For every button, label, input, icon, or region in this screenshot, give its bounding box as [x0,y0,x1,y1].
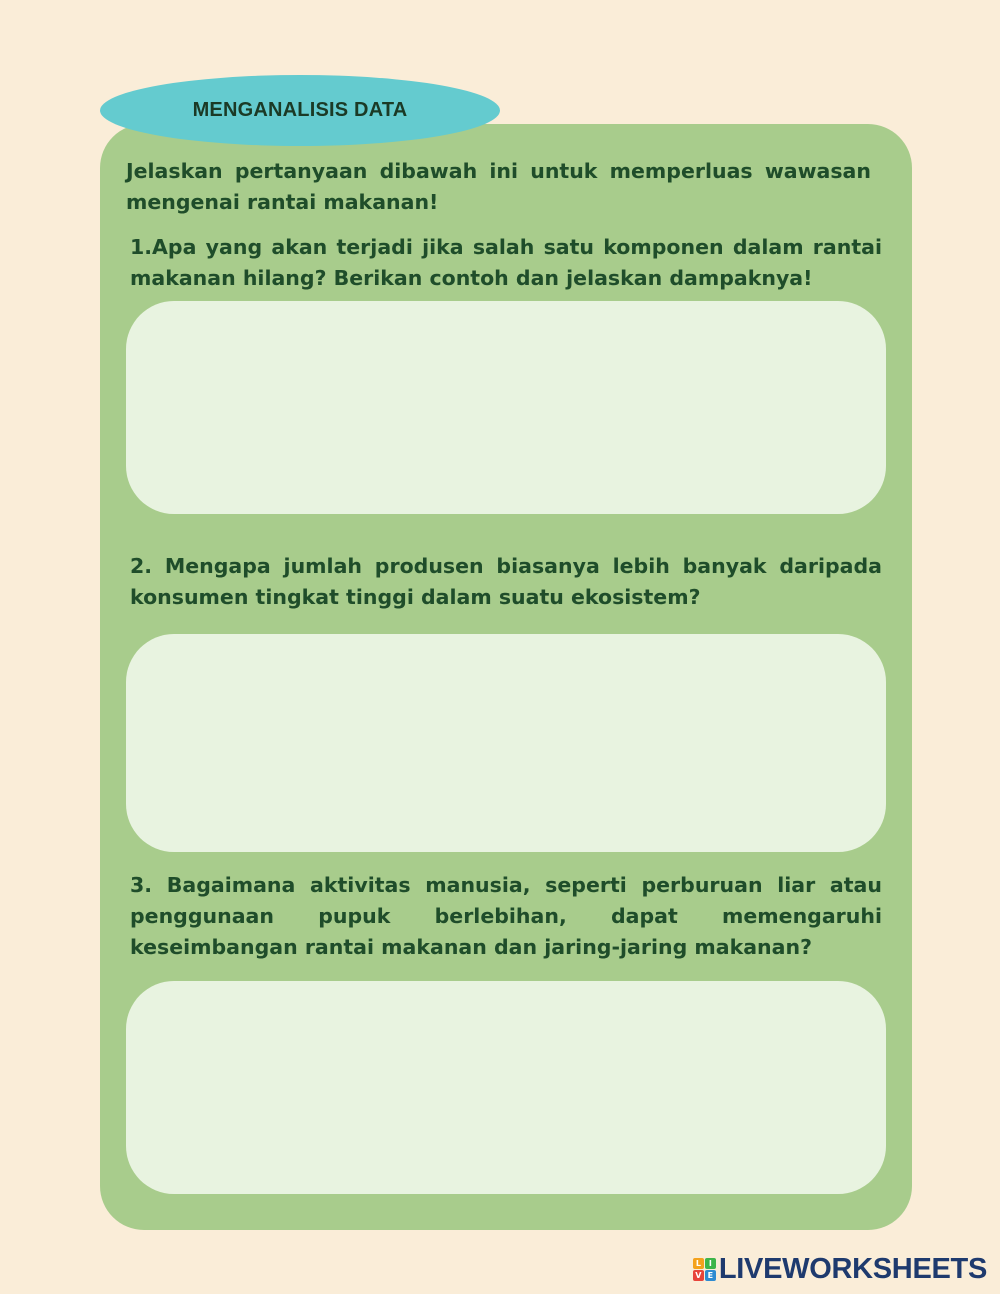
question-1-text: 1.Apa yang akan terjadi jika salah satu komponen dalam rantai makanan hilang? Berikan contoh dan jelaskan dampaknya! [130,235,882,290]
instructions-text: Jelaskan pertanyaan dibawah ini untuk memperluas wawasan mengenai rantai makanan! [126,159,871,214]
section-title-badge [100,75,500,146]
logo-letter-e: E [705,1270,716,1281]
liveworksheets-wordmark: LIVEWORKSHEETS [718,1253,987,1285]
logo-letter-l: L [693,1258,704,1269]
liveworksheets-logo [693,1253,987,1286]
answer-box-2[interactable] [126,634,886,852]
section-title: MENGANALISIS DATA [192,99,408,121]
logo-letter-v: V [693,1270,704,1281]
logo-letter-i: I [705,1258,716,1269]
liveworksheets-logo-icon [693,1258,716,1281]
question-2-text: 2. Mengapa jumlah produsen biasanya lebih banyak daripada konsumen tingkat tinggi dalam suatu ekosistem? [130,554,882,609]
question-3-text: 3. Bagaimana aktivitas manusia, seperti perburuan liar atau penggunaan pupuk berlebihan, dapat memengaruhi keseimbangan rantai makanan dan jaring-jaring makanan? [130,873,882,959]
answer-box-1[interactable] [126,301,886,514]
answer-box-3[interactable] [126,981,886,1194]
